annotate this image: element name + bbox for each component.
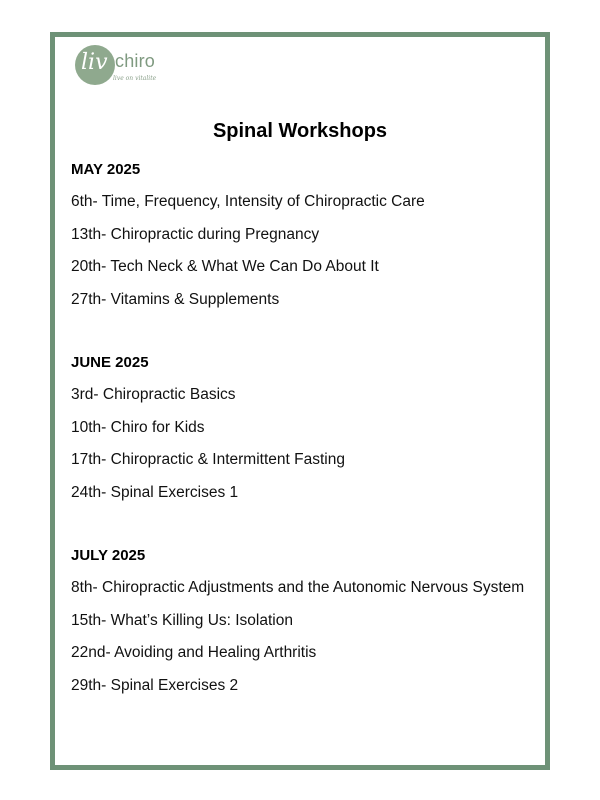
workshop-item: 10th- Chiro for Kids <box>71 418 205 436</box>
page-frame <box>50 32 550 770</box>
month-heading: JULY 2025 <box>71 547 146 564</box>
workshop-item: 20th- Tech Neck & What We Can Do About It <box>71 258 379 275</box>
workshop-item: 17th- Chiropractic & Intermittent Fasting <box>71 451 345 468</box>
workshop-item: 24th- Spinal Exercises 1 <box>71 483 239 501</box>
month-section-july <box>71 540 531 702</box>
workshop-list <box>71 379 531 509</box>
workshop-schedule <box>71 154 531 702</box>
livchiro-logo <box>75 45 185 89</box>
logo-tagline: live on vitalite <box>113 75 157 82</box>
month-section-june <box>71 347 531 509</box>
workshop-list <box>71 572 531 702</box>
month-heading: JUNE 2025 <box>71 354 149 371</box>
workshop-item: 15th- What’s Killing Us: Isolation <box>71 611 293 629</box>
workshop-item: 8th- Chiropractic Adjustments and the Autonomic Nervous System <box>71 579 525 596</box>
workshop-item: 13th- Chiropractic during Pregnancy <box>71 225 320 243</box>
workshop-item: 27th- Vitamins & Supplements <box>71 290 280 308</box>
page-title: Spinal Workshops <box>212 120 388 142</box>
workshop-list <box>71 186 531 316</box>
workshop-item: 22nd- Avoiding and Healing Arthritis <box>71 644 317 661</box>
month-section-may <box>71 154 531 316</box>
logo-mark-text: liv <box>81 50 108 75</box>
workshop-item: 6th- Time, Frequency, Intensity of Chiropractic Care <box>71 193 425 210</box>
logo-mark <box>75 45 115 85</box>
workshop-item: 29th- Spinal Exercises 2 <box>71 676 239 694</box>
workshop-item: 3rd- Chiropractic Basics <box>71 386 236 403</box>
month-heading: MAY 2025 <box>71 161 141 178</box>
logo-wordmark: chiro <box>115 51 156 71</box>
